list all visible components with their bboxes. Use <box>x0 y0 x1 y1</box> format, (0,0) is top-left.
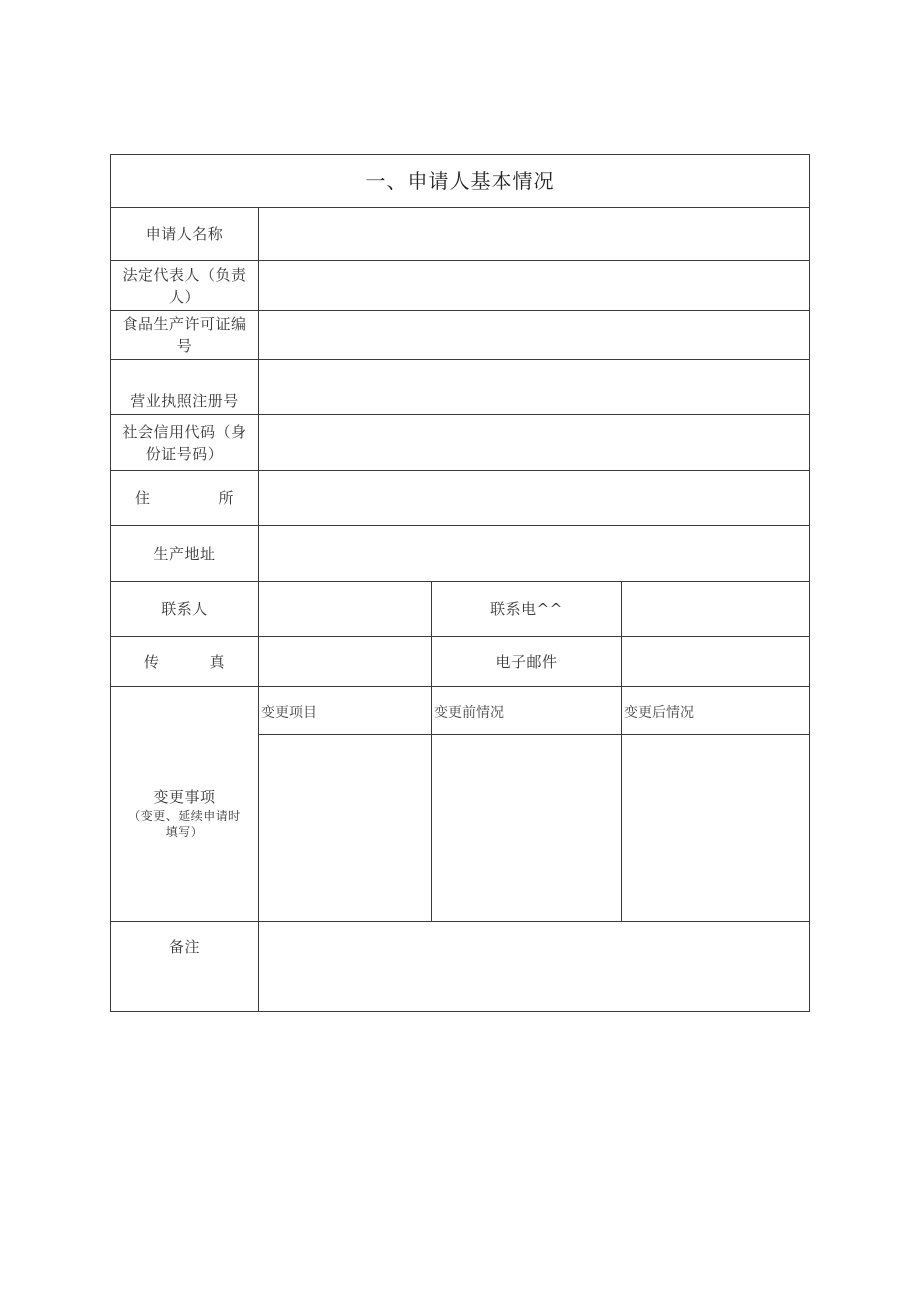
header-before-change: 变更前情况 <box>434 705 504 721</box>
label-remarks: 备注 <box>168 938 200 956</box>
label-contact-person: 联系人 <box>161 600 208 618</box>
before-change-field[interactable] <box>432 735 621 921</box>
label-business-license-reg-number: 营业执照注册号 <box>130 392 239 410</box>
header-change-item: 变更项目 <box>261 705 317 721</box>
label-production-address: 生产地址 <box>153 544 216 563</box>
label-residence <box>111 471 258 525</box>
label-social-credit-code: 社会信用代码（身份证号码） <box>122 422 247 463</box>
label-fax <box>111 637 258 686</box>
label-residence-char-1: 住 <box>134 489 151 507</box>
label-email: 电子邮件 <box>495 652 558 671</box>
label-fax-char-2: 真 <box>209 652 226 671</box>
header-after-change: 变更后情况 <box>624 705 694 721</box>
label-legal-representative: 法定代表人（负责人） <box>122 265 247 306</box>
label-residence-char-2: 所 <box>218 489 235 507</box>
after-change-field[interactable] <box>622 735 809 921</box>
applicant-name-field[interactable] <box>259 208 809 260</box>
contact-person-field[interactable] <box>259 582 431 636</box>
business-reg-number-field[interactable] <box>259 360 809 414</box>
residence-field[interactable] <box>259 471 809 525</box>
label-contact-phone: 联系电^^ <box>490 600 563 618</box>
contact-phone-field[interactable] <box>622 582 809 636</box>
legal-representative-field[interactable] <box>259 261 809 310</box>
production-address-field[interactable] <box>259 526 809 581</box>
applicant-info-form <box>110 154 810 1012</box>
label-applicant-name: 申请人名称 <box>145 225 224 243</box>
label-change-items: 变更事项 <box>153 788 216 806</box>
fax-field[interactable] <box>259 637 431 686</box>
label-change-items-block <box>111 687 258 921</box>
remarks-field[interactable] <box>259 922 809 1011</box>
license-number-field[interactable] <box>259 311 809 359</box>
credit-code-field[interactable] <box>259 415 809 470</box>
change-items-note: （变更、延续申请时填写） <box>128 809 241 839</box>
change-item-field[interactable] <box>259 735 431 921</box>
section-title: 一、申请人基本情况 <box>365 169 555 193</box>
label-fax-char-1: 传 <box>143 652 160 671</box>
label-food-production-license-number: 食品生产许可证编号 <box>122 315 247 355</box>
email-field[interactable] <box>622 637 809 686</box>
